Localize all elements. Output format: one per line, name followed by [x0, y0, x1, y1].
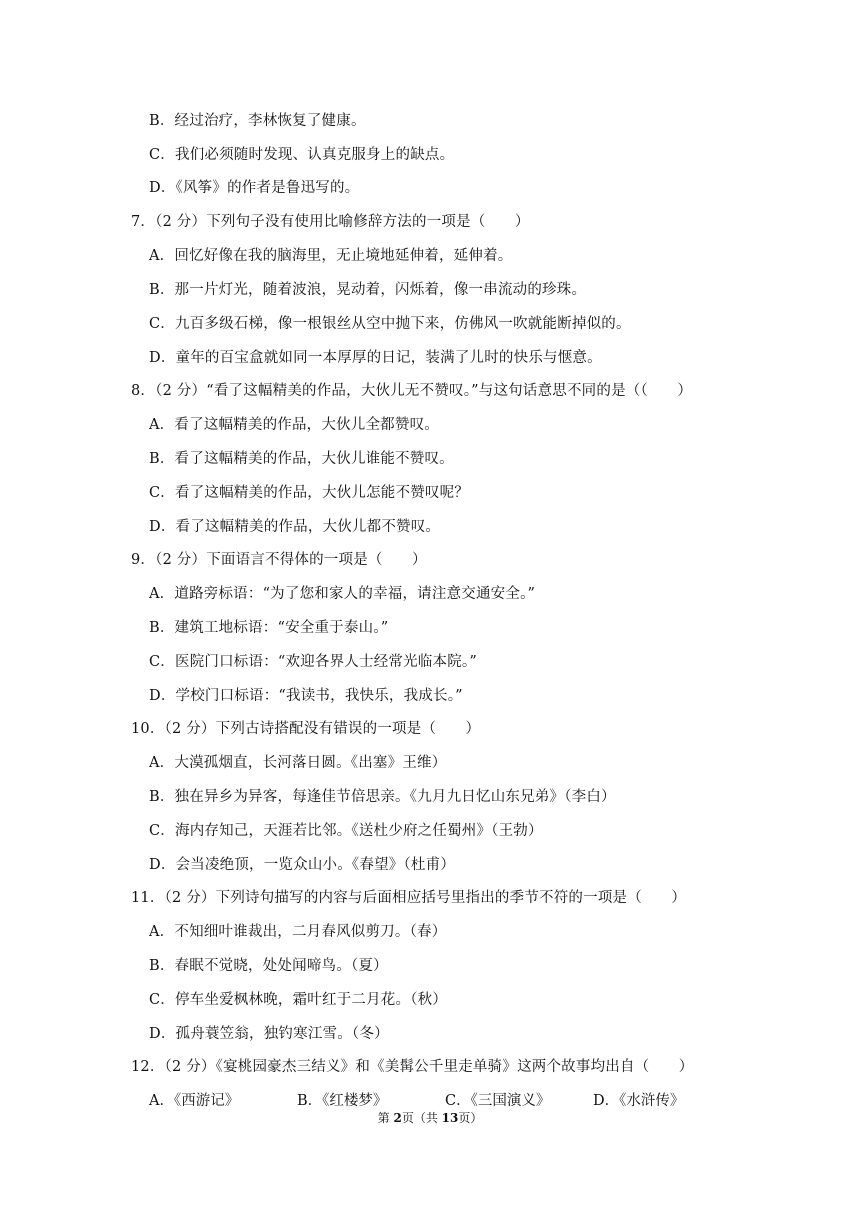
- q7-option-c: C．九百多级石梯，像一根银丝从空中抛下来，仿佛风一吹就能断掉似的。: [149, 316, 631, 332]
- question-7: 7．（2 分）下列句子没有使用比喻修辞方法的一项是（ ）: [131, 214, 530, 230]
- q6-option-b: B．经过治疗，李林恢复了健康。: [149, 113, 366, 129]
- q10-option-b: B．独在异乡为异客，每逢佳节倍思亲。《九月九日忆山东兄弟》（李白）: [149, 789, 616, 805]
- q8-option-a: A．看了这幅精美的作品，大伙儿全都赞叹。: [149, 417, 439, 433]
- question-10: 10．（2 分）下列古诗搭配没有错误的一项是（ ）: [131, 721, 481, 737]
- q9-option-a: A．道路旁标语：“为了您和家人的幸福，请注意交通安全。”: [149, 586, 536, 602]
- q8-option-b: B．看了这幅精美的作品，大伙儿谁能不赞叹。: [149, 451, 454, 467]
- q9-option-d: D．学校门口标语：“我读书，我快乐，我成长。”: [149, 688, 463, 704]
- q9-option-b: B．建筑工地标语：“安全重于泰山。”: [149, 620, 389, 636]
- question-9: 9．（2 分）下面语言不得体的一项是（ ）: [131, 552, 427, 568]
- page-footer: [0, 1110, 860, 1126]
- q7-option-a: A．回忆好像在我的脑海里，无止境地延伸着，延伸着。: [149, 248, 513, 264]
- q6-option-d: D．《风筝》的作者是鲁迅写的。: [149, 180, 360, 196]
- q11-option-d: D．孤舟蓑笠翁，独钓寒江雪。（冬）: [149, 1026, 389, 1042]
- q12-option-a: A．《西游记》: [149, 1093, 240, 1109]
- q10-option-d: D．会当凌绝顶，一览众山小。《春望》（杜甫）: [149, 857, 456, 873]
- footer-suffix: 页）: [458, 1111, 483, 1125]
- question-8: 8．（2 分）“看了这幅精美的作品，大伙儿无不赞叹。”与这句话意思不同的是（（ ）: [131, 383, 693, 399]
- q8-option-d: D．看了这幅精美的作品，大伙儿都不赞叹。: [149, 519, 441, 535]
- question-12: 12．（2 分）《宴桃园豪杰三结义》和《美髯公千里走单骑》这两个故事均出自（ ）: [131, 1059, 694, 1075]
- question-11: 11．（2 分）下列诗句描写的内容与后面相应括号里指出的季节不符的一项是（ ）: [131, 890, 687, 906]
- q12-option-b: B．《红楼梦》: [297, 1093, 388, 1109]
- q11-option-a: A．不知细叶谁裁出，二月春风似剪刀。（春）: [149, 924, 447, 940]
- q7-option-d: D．童年的百宝盒就如同一本厚厚的日记，装满了儿时的快乐与惬意。: [149, 350, 602, 366]
- q8-option-c: C．看了这幅精美的作品，大伙儿怎能不赞叹呢？: [149, 485, 469, 501]
- footer-middle: 页（共: [401, 1111, 442, 1125]
- q7-option-b: B．那一片灯光，随着波浪，晃动着，闪烁着，像一串流动的珍珠。: [149, 282, 587, 298]
- footer-page-number: 2: [393, 1111, 402, 1125]
- q12-option-d: D．《水浒传》: [593, 1093, 685, 1109]
- q12-option-c: C．《三国演义》: [445, 1093, 551, 1109]
- q10-option-c: C．海内存知己，天涯若比邻。《送杜少府之任蜀州》（王勃）: [149, 823, 543, 839]
- q9-option-c: C．医院门口标语：“欢迎各界人士经常光临本院。”: [149, 654, 477, 670]
- q6-option-c: C．我们必须随时发现、认真克服身上的缺点。: [149, 147, 455, 163]
- q12-options-row: [149, 1091, 749, 1111]
- q11-option-b: B．春眠不觉晓，处处闻啼鸟。（夏）: [149, 958, 388, 974]
- q11-option-c: C．停车坐爱枫林晚，霜叶红于二月花。（秋）: [149, 992, 448, 1008]
- footer-prefix: 第: [377, 1111, 394, 1125]
- q10-option-a: A．大漠孤烟直，长河落日圆。《出塞》王维）: [149, 755, 447, 771]
- footer-total-pages: 13: [441, 1111, 459, 1125]
